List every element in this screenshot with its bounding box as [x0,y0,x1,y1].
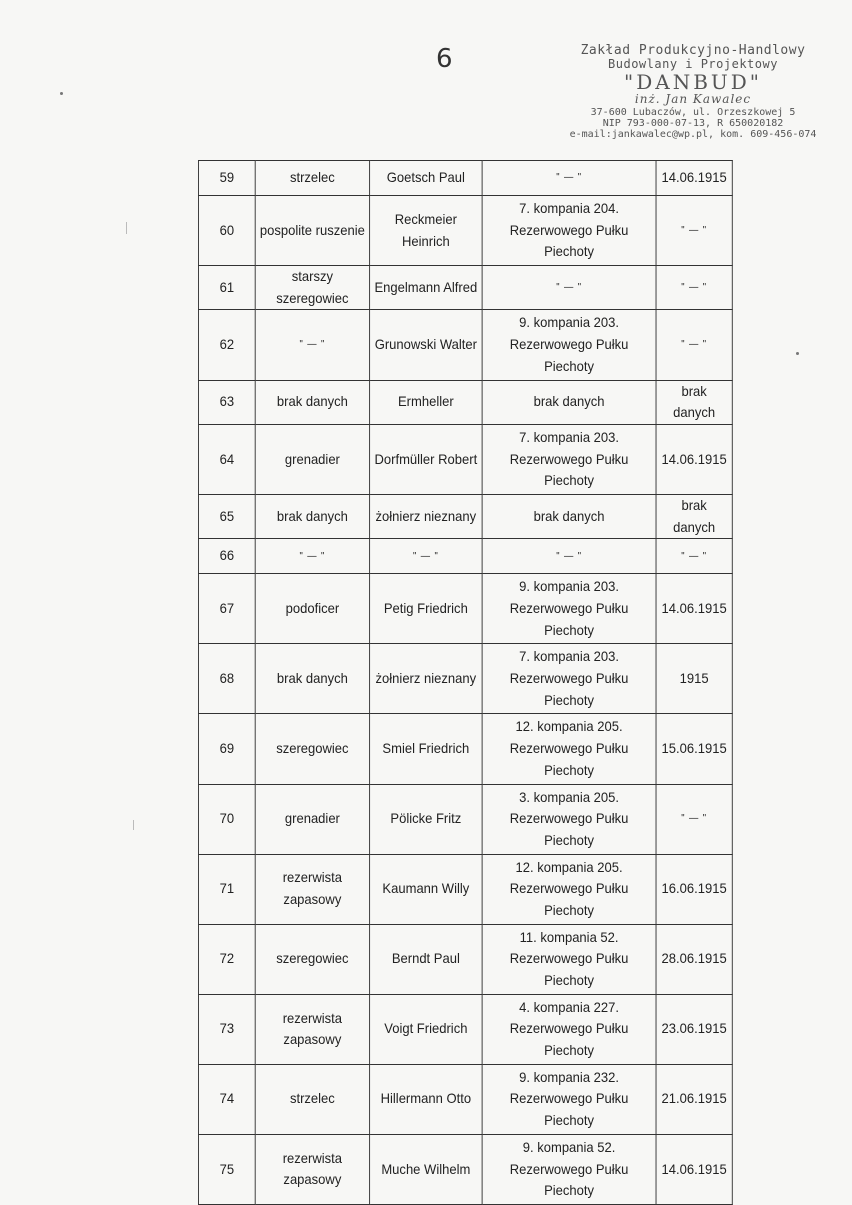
cell-number: 74 [198,1064,255,1134]
cell-burial-date: 14.06.1915 [656,574,732,644]
cell-burial-date: brak danych [656,494,732,538]
cell-rank: " — " [255,539,369,574]
table-row [198,574,732,644]
cell-name: Petig Friedrich [370,574,483,644]
cell-name: Pölicke Fritz [370,784,483,854]
cell-burial-date: " — " [656,539,732,574]
cell-rank: strzelec [255,161,369,196]
stamp-line-type: Budowlany i Projektowy [608,57,778,72]
cell-number: 63 [198,380,255,424]
cell-rank: grenadier [255,784,369,854]
cell-rank: grenadier [255,424,369,494]
cell-number: 71 [198,854,255,924]
cell-number: 69 [198,714,255,784]
cell-name: Engelmann Alfred [370,266,483,310]
stamp-line-owner: inż. Jan Kawalec [634,92,752,107]
cell-burial-date: 21.06.1915 [656,1064,732,1134]
cell-name: Smiel Friedrich [370,714,483,784]
stamp-line-contact: e-mail:jankawalec@wp.pl, kom. 609-456-074 [569,128,817,140]
cell-burial-date: brak danych [656,380,732,424]
cell-name: Berndt Paul [370,924,483,994]
cell-name: Goetsch Paul [370,161,483,196]
cell-name: Kaumann Willy [370,854,483,924]
cell-unit: " — " [482,539,656,574]
cell-unit: 7. kompania 204. Rezerwowego Pułku Piechoty [482,196,656,266]
cell-unit: 9. kompania 52. Rezerwowego Pułku Piechoty [482,1134,656,1204]
cell-name: Muche Wilhelm [370,1134,483,1204]
page-number: 6 [436,44,453,74]
cell-number: 72 [198,924,255,994]
table-row [198,161,732,196]
table-row [198,994,732,1064]
cell-unit: 12. kompania 205. Rezerwowego Pułku Piechoty [482,854,656,924]
cell-number: 61 [198,266,255,310]
table-row [198,424,732,494]
cell-name: Grunowski Walter [370,310,483,380]
cell-unit: 9. kompania 203. Rezerwowego Pułku Piechoty [482,574,656,644]
cell-burial-date: 23.06.1915 [656,994,732,1064]
cell-number: 64 [198,424,255,494]
cell-rank: rezerwista zapasowy [255,854,369,924]
cell-rank: brak danych [255,494,369,538]
cell-name: Reckmeier Heinrich [370,196,483,266]
cell-name: żołnierz nieznany [370,494,483,538]
table-row [198,924,732,994]
cell-burial-date: 14.06.1915 [656,1134,732,1204]
cell-unit: 7. kompania 203. Rezerwowego Pułku Piechoty [482,644,656,714]
cell-burial-date: " — " [656,196,732,266]
table-row [198,714,732,784]
table-row [198,539,732,574]
cell-number: 59 [198,161,255,196]
stamp-line-brand: "DANBUD" [624,70,762,95]
cell-number: 67 [198,574,255,644]
table-row [198,644,732,714]
cell-unit: " — " [482,161,656,196]
table-row [198,1134,732,1204]
cell-burial-date: 16.06.1915 [656,854,732,924]
table-row [198,266,732,310]
cell-rank: rezerwista zapasowy [255,1134,369,1204]
cell-name: Dorfmüller Robert [370,424,483,494]
cell-burial-date: 1915 [656,644,732,714]
cell-number: 75 [198,1134,255,1204]
cell-unit: " — " [482,266,656,310]
table-row [198,310,732,380]
cell-rank: szeregowiec [255,924,369,994]
cell-burial-date: 28.06.1915 [656,924,732,994]
cell-rank: strzelec [255,1064,369,1134]
table-row [198,1064,732,1134]
stamp-line-nip: NIP 793-000-07-13, R 650020182 [602,117,784,129]
cell-name: Voigt Friedrich [370,994,483,1064]
cell-rank: pospolite ruszenie [255,196,369,266]
cell-rank: szeregowiec [255,714,369,784]
cell-unit: brak danych [482,494,656,538]
cell-name: Hillermann Otto [370,1064,483,1134]
cell-rank: " — " [255,310,369,380]
cell-name: żołnierz nieznany [370,644,483,714]
cell-rank: brak danych [255,644,369,714]
cell-burial-date: " — " [656,784,732,854]
table-row [198,784,732,854]
cell-name: Ermheller [370,380,483,424]
cell-unit: 9. kompania 232. Rezerwowego Pułku Piechoty [482,1064,656,1134]
company-stamp [568,44,818,140]
cell-number: 70 [198,784,255,854]
table-row [198,494,732,538]
cell-rank: podoficer [255,574,369,644]
cell-unit: 11. kompania 52. Rezerwowego Pułku Piechoty [482,924,656,994]
margin-mark [126,222,127,234]
cell-number: 62 [198,310,255,380]
cell-number: 60 [198,196,255,266]
cell-unit: 12. kompania 205. Rezerwowego Pułku Piechoty [482,714,656,784]
table-row [198,854,732,924]
register-body [198,161,732,1205]
margin-mark [133,820,134,830]
stamp-line-company: Zakład Produkcyjno-Handlowy [580,43,806,58]
cell-number: 68 [198,644,255,714]
cell-unit: 7. kompania 203. Rezerwowego Pułku Piechoty [482,424,656,494]
table-row [198,380,732,424]
table-row [198,196,732,266]
cell-unit: 3. kompania 205. Rezerwowego Pułku Piechoty [482,784,656,854]
cell-rank: brak danych [255,380,369,424]
cell-burial-date: 14.06.1915 [656,424,732,494]
cell-burial-date: " — " [656,310,732,380]
cell-burial-date: 14.06.1915 [656,161,732,196]
burial-register-table [198,160,733,1205]
scan-speck [60,92,63,95]
cell-unit: brak danych [482,380,656,424]
cell-unit: 9. kompania 203. Rezerwowego Pułku Piechoty [482,310,656,380]
cell-name: " — " [370,539,483,574]
cell-unit: 4. kompania 227. Rezerwowego Pułku Piechoty [482,994,656,1064]
cell-number: 66 [198,539,255,574]
cell-burial-date: 15.06.1915 [656,714,732,784]
cell-number: 73 [198,994,255,1064]
cell-rank: starszy szeregowiec [255,266,369,310]
cell-burial-date: " — " [656,266,732,310]
cell-number: 65 [198,494,255,538]
stamp-line-address: 37-600 Lubaczów, ul. Orzeszkowej 5 [590,106,796,118]
scan-speck [796,352,799,355]
cell-rank: rezerwista zapasowy [255,994,369,1064]
